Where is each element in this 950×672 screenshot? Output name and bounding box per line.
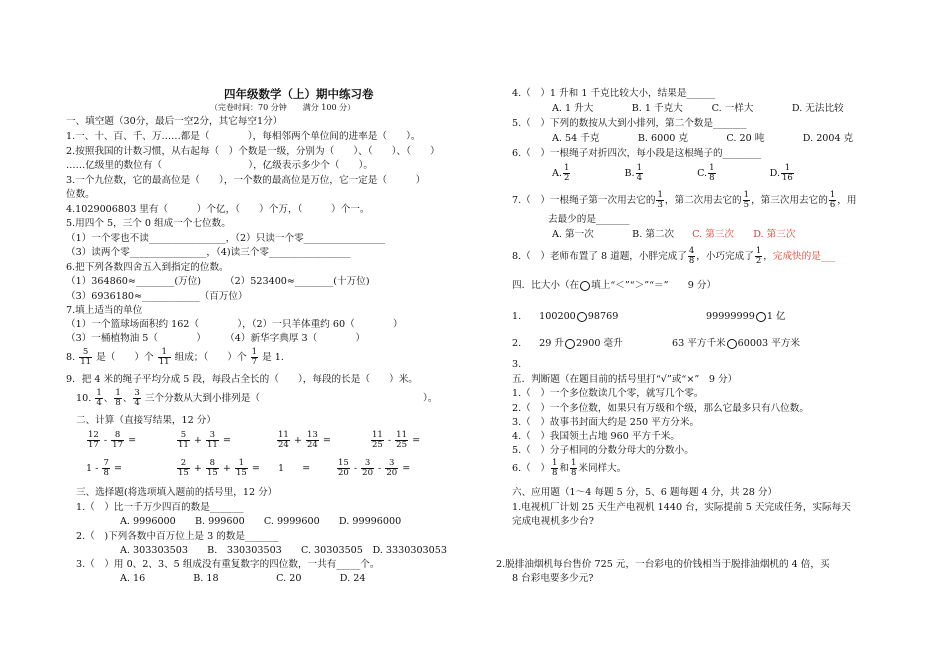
compare-1b: 99999999 1 亿	[706, 311, 786, 322]
fraction: $\frac{11}{24}$	[278, 430, 289, 450]
calc-2: $\frac{5}{11}$ + $\frac{3}{11}$ =	[178, 430, 231, 450]
section-choice: 三、选择题(将选项填入题前的括号里，12 分）	[76, 487, 278, 498]
choice-2-options: A. 303303503 B. 330303503 C. 30303505 D. 3330303053	[120, 545, 447, 556]
fraction: $\frac{1}{16}$	[782, 163, 793, 183]
judge-6: 6.（ ） $\frac{1}{8}$ 和 $\frac{1}{8}$ 米同样大。	[512, 458, 627, 478]
fraction: $\frac{1}{4}$	[636, 163, 642, 183]
application-1a: 1.电视机厂计划 25 天生产电视机 1440 台，实际提前 5 天完成任务，实际每天	[512, 502, 851, 513]
choice-6-options: A. $\frac{1}{2}$ B. $\frac{1}{4}$ C. $\frac{1}{8}$ D. $\frac{1}{16}$	[552, 163, 793, 183]
choice-1: 1.（ ）比一千万少四百的数是_______	[76, 502, 244, 513]
question-5: 5.用四个 5，三个 0 组成一个七位数。	[66, 218, 231, 229]
fraction: $\frac{1}{5}$	[743, 190, 750, 210]
judge-2: 2.（ ）一个多位数，如果只有万级和个级，那么它最多只有八位数。	[512, 403, 809, 414]
question-5b: （3）读两个零________________，（4)读三个零_________________	[66, 247, 351, 258]
fraction: $\frac{4}{8}$	[688, 246, 695, 266]
page-title: 四年级数学（上）期中练习卷	[224, 87, 374, 101]
judge-1: 1.（ ）一个多位数读几个零，就写几个零。	[512, 388, 704, 399]
fraction: $\frac{1}{8}$	[709, 163, 715, 183]
fraction: $\frac{3}{20}$	[386, 458, 398, 478]
question-3a: 3.一个九位数，它的最高位是（ ），一个数的最高位是万位，它一定是（ ）	[66, 175, 426, 186]
fraction: $\frac{12}{17}$	[88, 430, 99, 450]
calc-3: $\frac{11}{24}$ + $\frac{13}{24}$ =	[278, 430, 331, 450]
question-6: 6.把下列各数四舍五入到指定的位数。	[66, 262, 229, 273]
judge-5: 5.（ ）分子相同的分数分母大的分数小。	[512, 445, 694, 456]
circle-blank	[580, 281, 590, 291]
question-2b: ……亿级里的数位有（ ），亿级表示多少个（ ）。	[66, 160, 373, 171]
fraction: $\frac{1}{6}$	[829, 190, 836, 210]
calc-7: 1 =	[278, 463, 311, 474]
choice-7-options: A. 第一次 B. 第二次 C. 第三次 D. 第三次	[552, 229, 796, 240]
question-5a: （1）一个零也不读________________，（2）只读一个零_________________	[66, 233, 386, 244]
section-fill-blank: 一、填空题（30分，最后一空2分，其它每空1分）	[66, 116, 283, 127]
question-6a: （1）364860≈________(万位) （2）523400≈________(十万位)	[66, 276, 370, 287]
choice-5: 5.（ ）下列的数按从大到小排列，第二个数是_______	[512, 118, 747, 129]
calc-1: $\frac{12}{17}$ - $\frac{8}{17}$ =	[88, 430, 137, 450]
section-judge: 五．判断题（在题目前的括号里打“√”或“×” 9 分）	[512, 374, 738, 385]
fraction: $\frac{1}{11}$	[158, 347, 170, 367]
section-application: 六、应用题（1～4 每题 5 分，5、6 题每题 4 分，共 28 分）	[512, 487, 778, 498]
question-7a: （1）一个篮球场面积约 162（ ），（2）一只羊体重约 60（ ）	[66, 319, 403, 330]
choice-8: 8.（ ）老师布置了 8 道题，小胖完成了 $\frac{4}{8}$ ，小巧完成了 $\frac{1}{2}$ ，完成快的是___	[512, 246, 836, 266]
calc-4: $\frac{11}{25}$ - $\frac{11}{25}$ =	[372, 430, 421, 450]
question-10: 10. $\frac{1}{4}$ 、 $\frac{1}{8}$ 、 $\frac{3}{4}$ 三个分数从大到小排列是（ ）。	[76, 388, 438, 408]
choice-7: 7.（ ）一根绳子第一次用去它的 $\frac{1}{3}$ ，第二次用去它的 $\frac{1}{5}$ ，第三次用去它的 $\frac{1}{6}$ ，用	[512, 190, 857, 210]
compare-2: 2. 29 升 2900 毫升	[512, 338, 623, 349]
fraction: $\frac{5}{11}$	[178, 430, 189, 450]
choice-2: 2.（ )下列各数中百万位上是 3 的数是_______	[76, 531, 279, 542]
fraction: $\frac{1}{7}$	[251, 347, 258, 367]
question-4: 4.1029006803 里有（ ）个亿，（ ）个万，（ ）个一。	[66, 204, 370, 215]
fraction: $\frac{3}{4}$	[134, 388, 140, 408]
question-9: 9．把 4 米的绳子平均分成 5 段，每段占全长的（ ），每段的长是（ ）米。	[66, 374, 418, 385]
fraction: $\frac{5}{11}$	[80, 347, 92, 367]
section-calculation: 二、计算（直接写结果，12 分）	[76, 415, 216, 426]
question-6b: （3）6936180≈____________（百万位）	[66, 291, 248, 302]
fraction: $\frac{11}{25}$	[396, 430, 407, 450]
choice-4-options: A. 1 升大 B. 1 千克大 C. 一样大 D. 无法比较	[552, 103, 844, 114]
application-2b: 8 台彩电要多少元?	[512, 573, 594, 584]
fraction: $\frac{11}{25}$	[372, 430, 383, 450]
question-3b: 位数。	[66, 189, 95, 200]
choice-4: 4.（ ）1 升和 1 千克比较大小，结果是______	[512, 88, 716, 99]
fraction: $\frac{13}{24}$	[306, 430, 318, 450]
fraction: $\frac{3}{20}$	[362, 458, 373, 478]
question-2a: 2.按照我国的计数习惯，从右起每（ ）个数是一级，分别为（ ）、（ ）、（ ）	[66, 146, 440, 157]
fraction: $\frac{2}{15}$	[178, 458, 189, 478]
compare-3: 3.	[512, 359, 522, 370]
circle-blank	[577, 312, 587, 322]
circle-blank	[727, 339, 737, 349]
fraction: $\frac{1}{4}$	[96, 388, 102, 408]
fraction: $\frac{3}{11}$	[206, 430, 218, 450]
application-2a: 2.脱排油烟机每台售价 725 元，一台彩电的价钱相当于脱排油烟机的 4 倍，买	[496, 559, 830, 570]
fraction: $\frac{1}{15}$	[235, 458, 247, 478]
fraction: $\frac{1}{8}$	[570, 458, 577, 478]
choice-3: 3.（ ）用 0、2、3、5 组成没有重复数字的四位数，一共有_____个。	[76, 559, 380, 570]
judge-4: 4.（ ）我国领土占地 960 平方千米。	[512, 431, 680, 442]
application-1b: 完成电视机多少台?	[512, 516, 594, 527]
section-compare: 四．比大小（在 填上“＜”“＞”“＝” 9 分）	[512, 280, 717, 291]
fraction: $\frac{1}{2}$	[563, 163, 570, 183]
judge-3: 3.（ ）故事书封面大约是 250 平方分米。	[512, 417, 700, 428]
choice-7-line2: 去最少的是_______	[548, 214, 630, 225]
fraction: $\frac{7}{8}$	[103, 458, 109, 478]
fraction: $\frac{8}{17}$	[112, 430, 123, 450]
choice-1-options: A. 9996000 B. 999600 C. 9999600 D. 99996000	[120, 516, 402, 527]
fraction: $\frac{8}{15}$	[206, 458, 218, 478]
question-8: 8. $\frac{5}{11}$ 是（ ）个 $\frac{1}{11}$ 组成；（ ）个 $\frac{1}{7}$ 是 1.	[66, 347, 284, 367]
choice-3-options: A. 16 B. 18 C. 20 D. 24	[120, 573, 366, 584]
circle-blank	[756, 312, 766, 322]
question-1: 1.一、十、百、千、万……都是（ ），每相邻两个单位间的进率是（ ）。	[66, 131, 421, 142]
question-7b: （3）一桶植物油 5（ ） （4）新华字典厚 3（ ）	[66, 333, 366, 344]
compare-2b: 63 平方千米 60003 平方米	[672, 338, 800, 349]
calc-8: $\frac{15}{20}$ - $\frac{3}{20}$ - $\frac{3}{20}$ =	[338, 458, 411, 478]
fraction: $\frac{1}{8}$	[551, 458, 558, 478]
fraction: $\frac{1}{2}$	[755, 246, 762, 266]
fraction: $\frac{1}{8}$	[115, 388, 121, 408]
circle-blank	[565, 339, 575, 349]
fraction: $\frac{1}{3}$	[657, 190, 663, 210]
page-subtitle: （完卷时间：70 分钟 满分 100 分）	[210, 103, 356, 112]
compare-1: 1. 100200 98769	[512, 311, 619, 322]
fraction: $\frac{15}{20}$	[338, 458, 349, 478]
choice-5-options: A. 54 千克 B. 6000 克 C. 20 吨 D. 2004 克	[552, 133, 854, 144]
choice-6: 6.（ ）一根绳子对折四次，每小段是这根绳子的________	[512, 148, 761, 159]
calc-6: $\frac{2}{15}$ + $\frac{8}{15}$ + $\frac{1}{15}$ =	[178, 458, 260, 478]
question-7: 7.填上适当的单位	[66, 305, 143, 316]
calc-5: 1 - $\frac{7}{8}$ =	[86, 458, 122, 478]
